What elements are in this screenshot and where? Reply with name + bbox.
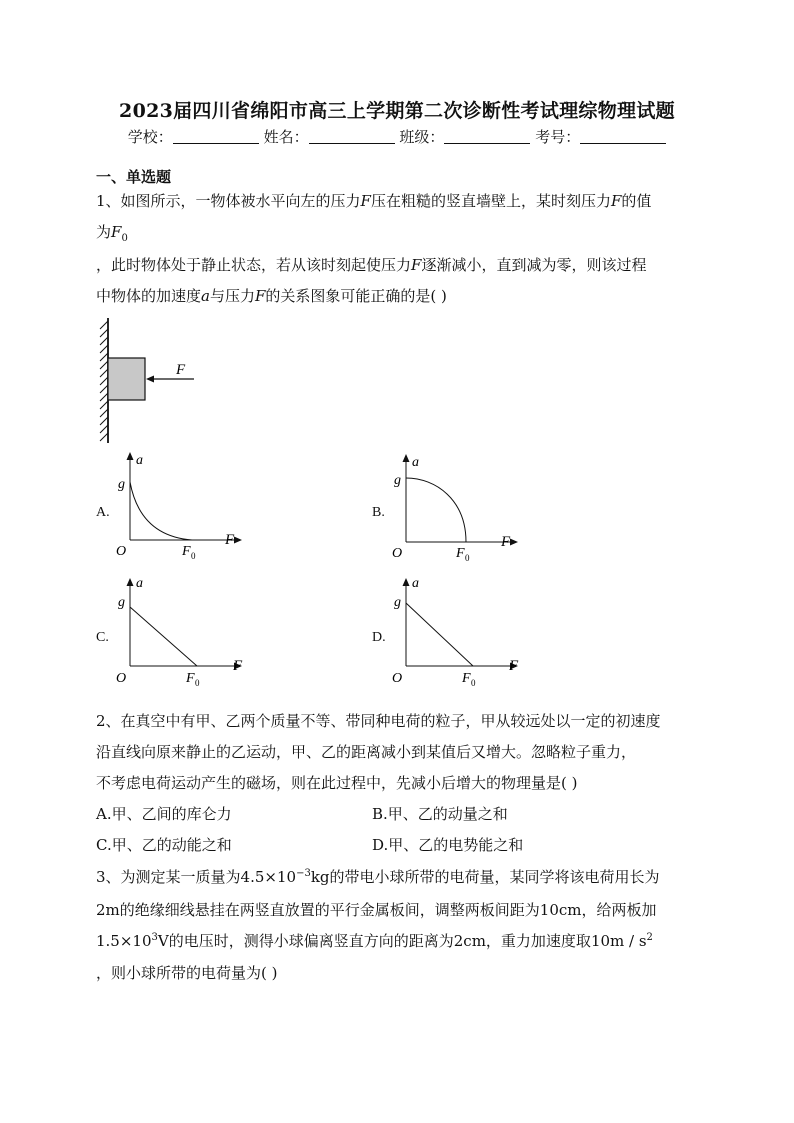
q2-option-d[interactable]: D.甲、乙的电势能之和 (372, 836, 524, 854)
name-blank[interactable] (309, 129, 395, 144)
svg-text:g: g (394, 595, 401, 610)
exam-number-blank[interactable] (580, 129, 666, 144)
svg-text:g: g (394, 473, 401, 488)
section-title: 一、单选题 (96, 168, 172, 186)
q1-option-c-label[interactable]: C. (96, 630, 109, 645)
graph-option-d (386, 574, 526, 692)
wall-block-figure (90, 315, 210, 445)
svg-text:g: g (118, 595, 125, 610)
graph-option-b (386, 450, 526, 568)
svg-text:F: F (501, 534, 511, 550)
svg-text:a: a (136, 453, 143, 468)
q1-option-a-label[interactable]: A. (96, 505, 110, 520)
force-label: F (176, 362, 186, 378)
q3-line2: 2m的绝缘细线悬挂在两竖直放置的平行金属板间，调整两板间距为10cm，给两板加 (96, 901, 657, 919)
line-d (406, 603, 473, 666)
class-label: 班级： (399, 128, 445, 146)
svg-text:a: a (412, 576, 419, 591)
q3-line3: $1.5\times 10^3V$的电压时，测得小球偏离竖直方向的距离为2cm，重力加速度取$10m / s^2$ (96, 932, 653, 950)
svg-text:F: F (182, 544, 191, 559)
block (108, 358, 145, 400)
curve-b (406, 478, 466, 542)
svg-text:0: 0 (195, 678, 200, 688)
svg-text:O: O (116, 671, 127, 686)
svg-text:F: F (509, 658, 519, 674)
svg-text:g: g (118, 477, 125, 492)
q1-option-d-label[interactable]: D. (372, 630, 386, 645)
svg-text:F: F (456, 546, 465, 561)
school-label: 学校： (127, 128, 173, 146)
q3-line4: ，则小球所带的电荷量为( ) (96, 964, 278, 982)
q2-option-b[interactable]: B.甲、乙的动量之和 (372, 805, 508, 823)
svg-text:O: O (392, 671, 403, 686)
svg-text:F: F (233, 658, 243, 674)
q1-line1: 1、如图所示，一物体被水平向左的压力F压在粗糙的竖直墙壁上，某时刻压力F的值 (96, 192, 652, 210)
svg-text:a: a (412, 455, 419, 470)
q2-line3: 不考虑电荷运动产生的磁场，则在此过程中，先减小后增大的物理量是( ) (96, 774, 578, 792)
graph-option-c (110, 574, 250, 692)
class-blank[interactable] (444, 129, 530, 144)
name-label: 姓名： (263, 128, 309, 146)
student-info-line (0, 126, 794, 147)
graph-option-a (110, 448, 250, 566)
svg-text:0: 0 (471, 678, 476, 688)
line-c (130, 607, 197, 666)
q1-line4: 中物体的加速度a与压力F的关系图象可能正确的是( ) (96, 287, 447, 305)
q3-line1: 3、为测定某一质量为$4.5\times 10^{-3}kg$的带电小球所带的电荷量，某同学将该电荷用长为 (96, 868, 660, 886)
q2-option-c[interactable]: C.甲、乙的动能之和 (96, 836, 232, 854)
q2-line2: 沿直线向原来静止的乙运动，甲、乙的距离减小到某值后又增大。忽略粒子重力， (96, 743, 637, 761)
q1-line3: ，此时物体处于静止状态，若从该时刻起使压力F逐渐减小，直到减为零，则该过程 (96, 256, 647, 274)
exam-number-label: 考号： (535, 128, 581, 146)
svg-text:O: O (116, 544, 127, 559)
svg-text:a: a (136, 576, 143, 591)
svg-text:0: 0 (465, 553, 470, 563)
page-title: 2023届四川省绵阳市高三上学期第二次诊断性考试理综物理试题 (119, 100, 675, 122)
svg-text:0: 0 (191, 551, 196, 561)
svg-text:F: F (186, 671, 195, 686)
q2-line1: 2、在真空中有甲、乙两个质量不等、带同种电荷的粒子，甲从较远处以一定的初速度 (96, 712, 661, 730)
q2-option-a[interactable]: A.甲、乙间的库仑力 (96, 805, 232, 823)
curve-a (130, 482, 192, 540)
svg-text:F: F (225, 532, 235, 548)
q1-line2: 为$F_0$ (96, 223, 128, 244)
q1-option-b-label[interactable]: B. (372, 505, 385, 520)
svg-text:O: O (392, 546, 403, 561)
svg-text:F: F (462, 671, 471, 686)
school-blank[interactable] (173, 129, 259, 144)
